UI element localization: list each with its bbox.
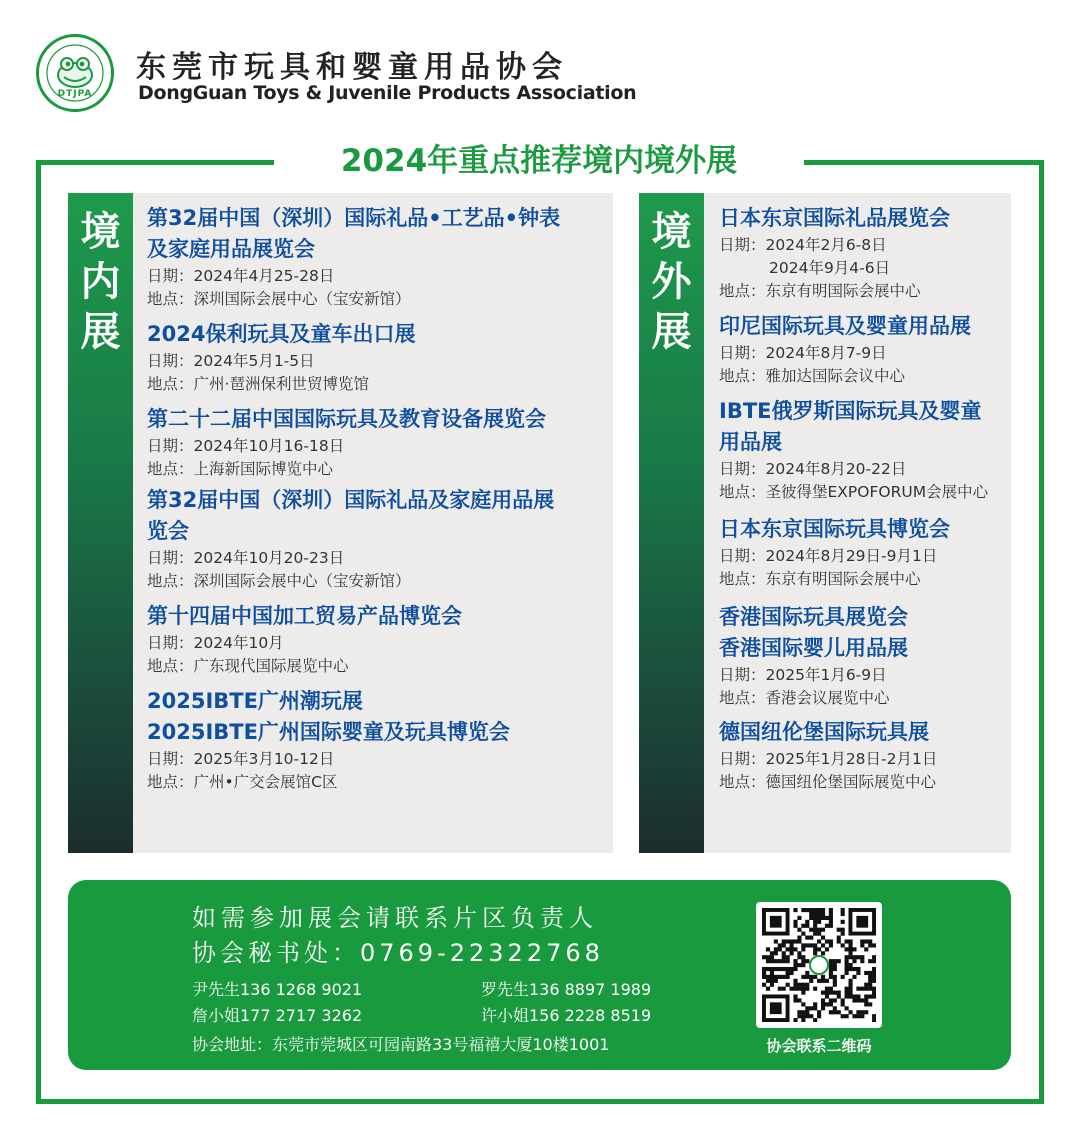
exhibition-date [147, 748, 607, 771]
exhibition-title-line: 及家庭用品展览会 [147, 237, 315, 261]
date-label: 日期： [719, 236, 766, 254]
exhibition-date [719, 342, 1009, 365]
date-label: 日期： [719, 547, 766, 565]
exhibition-entry [719, 311, 1009, 388]
venue-label: 地点： [147, 460, 194, 478]
date-label: 日期： [147, 750, 194, 768]
exhibition-date [719, 234, 1009, 280]
date-label: 日期： [147, 267, 194, 285]
exhibition-entry [147, 686, 607, 794]
panel-label-char: 展 [80, 309, 121, 355]
date-label: 日期： [719, 750, 766, 768]
exhibition-title-line: 览会 [147, 519, 189, 543]
secretariat-phone: 协会秘书处：0769-22322768 [192, 939, 604, 967]
exhibition-venue [719, 280, 1009, 303]
exhibition-date [147, 547, 607, 570]
date-label: 日期： [719, 460, 766, 478]
exhibition-title-line: 2025IBTE广州潮玩展 [147, 689, 363, 713]
date-value: 2024年5月1-5日 [193, 352, 315, 370]
contact-person: 尹先生136 1268 9021 [192, 980, 363, 999]
exhibition-date [719, 748, 1009, 771]
panel-label-char: 展 [651, 309, 692, 355]
exhibition-date [147, 350, 607, 373]
venue-label: 地点： [719, 689, 766, 707]
exhibition-title-line: 2024保利玩具及童车出口展 [147, 322, 416, 346]
exhibition-title-line: 2025IBTE广州国际婴童及玩具博览会 [147, 720, 510, 744]
panel-label-char: 境 [80, 209, 121, 255]
exhibition-venue [147, 373, 607, 396]
qr-caption: 协会联系二维码 [766, 1037, 872, 1055]
venue-label: 地点： [147, 290, 194, 308]
date-value: 2024年9月4-6日 [769, 259, 891, 277]
venue-value: 德国纽伦堡国际展览中心 [765, 773, 937, 791]
overseas-label [639, 207, 704, 357]
exhibition-entry [147, 601, 607, 678]
org-name-english: DongGuan Toys & Juvenile Products Association [138, 82, 637, 104]
domestic-label [68, 207, 133, 357]
exhibition-title [147, 319, 607, 350]
venue-value: 深圳国际会展中心（宝安新馆） [193, 572, 411, 590]
association-logo [36, 34, 114, 112]
exhibition-venue [719, 365, 1009, 388]
exhibition-entry [719, 717, 1009, 794]
venue-value: 东京有明国际会展中心 [765, 282, 921, 300]
date-value: 2024年10月20-23日 [193, 549, 345, 567]
date-value: 2024年10月 [193, 634, 284, 652]
venue-value: 广东现代国际展览中心 [193, 657, 349, 675]
exhibition-title [147, 601, 607, 632]
exhibition-title-line: 第32届中国（深圳）国际礼品及家庭用品展 [147, 488, 555, 512]
venue-label: 地点： [147, 572, 194, 590]
exhibition-title [147, 686, 607, 748]
exhibition-title-line: 第二十二届中国国际玩具及教育设备展览会 [147, 407, 546, 431]
date-value: 2024年8月29日-9月1日 [765, 547, 938, 565]
qr-code-icon [762, 908, 876, 1022]
panel-label-char: 外 [651, 259, 692, 305]
exhibition-title-line: 第十四届中国加工贸易产品博览会 [147, 604, 462, 628]
exhibition-date [719, 664, 1009, 687]
exhibition-date [147, 265, 607, 288]
exhibition-entry [147, 404, 607, 481]
exhibition-date [719, 545, 1009, 568]
date-value: 2025年1月6-9日 [765, 666, 887, 684]
main-title: 2024年重点推荐境内境外展 [274, 138, 804, 184]
exhibition-venue [719, 771, 1009, 794]
venue-value: 深圳国际会展中心（宝安新馆） [193, 290, 411, 308]
overseas-exhibitions-panel [639, 193, 1011, 853]
venue-label: 地点： [719, 570, 766, 588]
date-label: 日期： [147, 352, 194, 370]
venue-label: 地点： [719, 483, 766, 501]
exhibition-title [147, 485, 607, 547]
contact-person: 许小姐156 2228 8519 [481, 1006, 652, 1025]
exhibition-entry [147, 485, 607, 593]
exhibition-title [147, 404, 607, 435]
exhibition-date [719, 458, 1009, 481]
qr-code[interactable] [756, 902, 882, 1028]
overseas-entry-list [719, 193, 1009, 794]
org-name-chinese: 东莞市玩具和婴童用品协会 [136, 50, 568, 85]
venue-label: 地点： [719, 367, 766, 385]
exhibition-title-line: 香港国际玩具展览会 [719, 605, 908, 629]
date-value: 2025年3月10-12日 [193, 750, 335, 768]
exhibition-date [147, 435, 607, 458]
overseas-label-bar [639, 193, 704, 853]
panel-label-char: 内 [80, 259, 121, 305]
exhibition-title-line: 印尼国际玩具及婴童用品展 [719, 314, 971, 338]
contact-person: 詹小姐177 2717 3262 [192, 1006, 363, 1025]
exhibition-venue [719, 481, 1009, 504]
exhibition-title-line: 日本东京国际礼品展览会 [719, 206, 950, 230]
exhibition-venue [719, 568, 1009, 591]
panel-label-char: 境 [651, 209, 692, 255]
exhibition-title [719, 602, 1009, 664]
venue-value: 圣彼得堡EXPOFORUM会展中心 [765, 483, 989, 501]
date-label: 日期： [147, 437, 194, 455]
exhibition-entry [147, 319, 607, 396]
contact-box [68, 880, 1011, 1070]
exhibition-title [719, 717, 1009, 748]
exhibition-title [147, 203, 607, 265]
exhibition-title [719, 514, 1009, 545]
domestic-exhibitions-panel [68, 193, 613, 853]
exhibition-entry [147, 203, 607, 311]
contact-instruction: 如需参加展会请联系片区负责人 [192, 904, 598, 932]
exhibition-entry [719, 514, 1009, 591]
venue-label: 地点： [147, 657, 194, 675]
association-address: 协会地址：东莞市莞城区可园南路33号福禧大厦10楼1001 [192, 1035, 610, 1054]
date-value: 2024年4月25-28日 [193, 267, 335, 285]
exhibition-venue [147, 570, 607, 593]
exhibition-entry [719, 602, 1009, 710]
exhibition-title-line: 用品展 [719, 430, 782, 454]
venue-label: 地点： [719, 282, 766, 300]
date-label: 日期： [719, 666, 766, 684]
exhibition-entry [719, 396, 1009, 504]
date-value: 2024年2月6-8日 [765, 236, 887, 254]
date-value: 2025年1月28日-2月1日 [765, 750, 938, 768]
exhibition-venue [147, 458, 607, 481]
exhibition-title-line: IBTE俄罗斯国际玩具及婴童 [719, 399, 982, 423]
date-value: 2024年10月16-18日 [193, 437, 345, 455]
venue-label: 地点： [147, 375, 194, 393]
venue-value: 上海新国际博览中心 [193, 460, 334, 478]
contact-person: 罗先生136 8897 1989 [481, 980, 652, 999]
exhibition-title-line: 第32届中国（深圳）国际礼品•工艺品•钟表 [147, 206, 561, 230]
exhibition-entry [719, 203, 1009, 303]
exhibition-title [719, 396, 1009, 458]
date-label: 日期： [147, 549, 194, 567]
venue-value: 东京有明国际会展中心 [765, 570, 921, 588]
date-label: 日期： [719, 344, 766, 362]
exhibition-venue [147, 288, 607, 311]
exhibition-title-line: 日本东京国际玩具博览会 [719, 517, 950, 541]
domestic-entry-list [147, 193, 607, 794]
venue-value: 雅加达国际会议中心 [765, 367, 906, 385]
exhibition-title [719, 311, 1009, 342]
exhibition-title-line: 香港国际婴儿用品展 [719, 636, 908, 660]
venue-value: 广州·琶洲保利世贸博览馆 [193, 375, 369, 393]
date-value: 2024年8月20-22日 [765, 460, 907, 478]
exhibition-venue [719, 687, 1009, 710]
venue-value: 广州•广交会展馆C区 [193, 773, 338, 791]
venue-label: 地点： [147, 773, 194, 791]
logo-abbreviation: DTJPA [57, 89, 93, 99]
exhibition-venue [147, 655, 607, 678]
exhibition-venue [147, 771, 607, 794]
exhibition-date [147, 632, 607, 655]
exhibition-title [719, 203, 1009, 234]
exhibition-title-line: 德国纽伦堡国际玩具展 [719, 720, 929, 744]
date-value: 2024年8月7-9日 [765, 344, 887, 362]
date-label: 日期： [147, 634, 194, 652]
venue-value: 香港会议展览中心 [765, 689, 890, 707]
venue-label: 地点： [719, 773, 766, 791]
domestic-label-bar [68, 193, 133, 853]
